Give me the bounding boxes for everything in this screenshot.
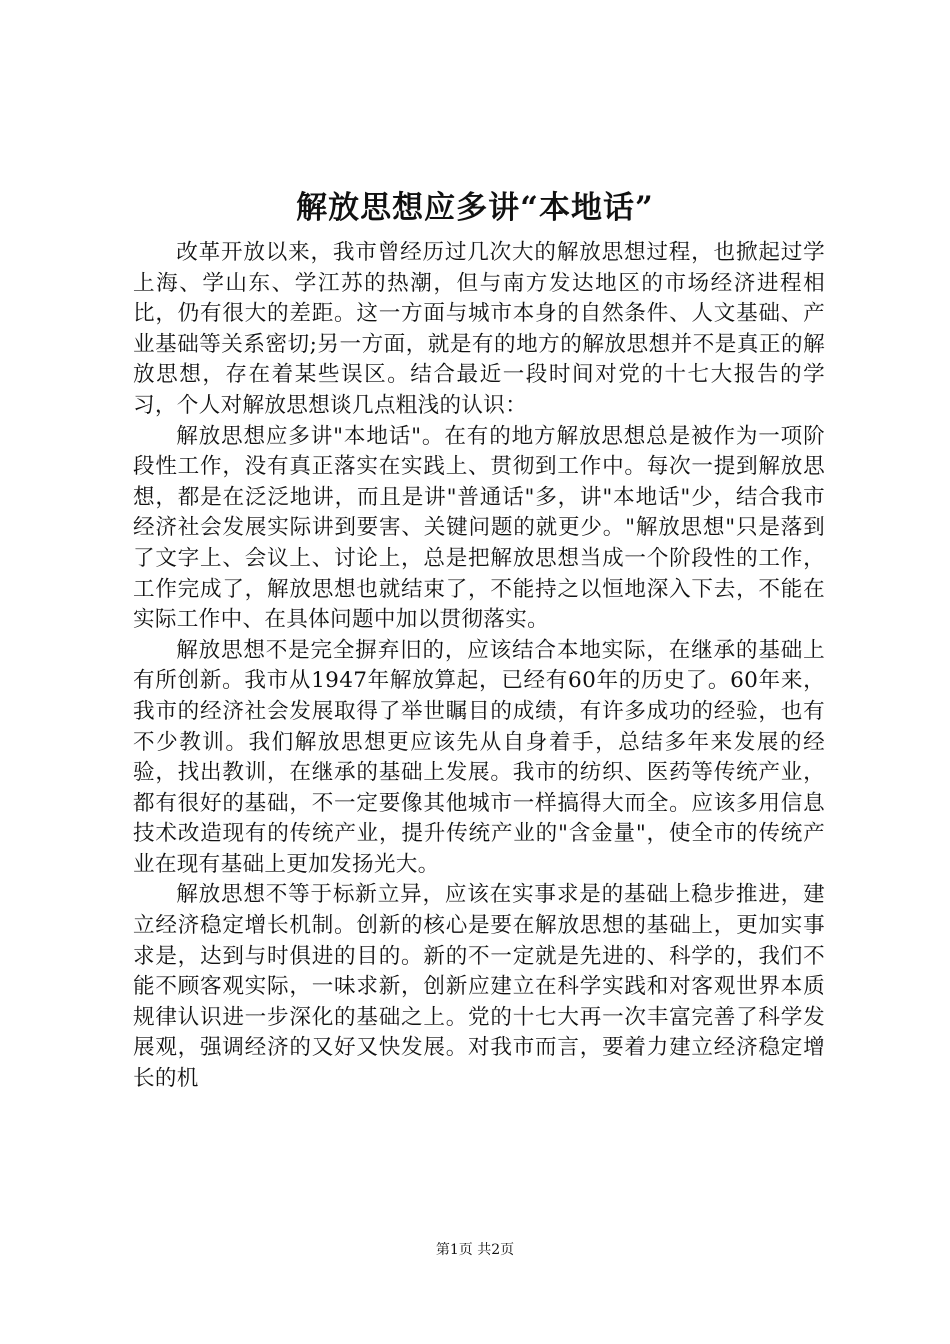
page-number-footer: 第1页 共2页: [435, 1242, 515, 1258]
document-title: 解放思想应多讲“本地话”: [296, 190, 654, 226]
paragraph-4: 解放思想不等于标新立异，应该在实事求是的基础上稳步推进，建立经济稳定增长机制。创新的核心是要在解放思想的基础上，更加实事求是，达到与时俱进的目的。新的不一定就是先进的、科学的，我们不能不顾客观实际，一味求新，创新应建立在科学实践和对客观世界本质规律认识进一步深化的基础之上。党的十七大再一次丰富完善了科学发展观，强调经济的又好又快发展。对我市而言，要着力建立经济稳定增长的机: [133, 882, 825, 1092]
paragraph-2: 解放思想应多讲"本地话"。在有的地方解放思想总是被作为一项阶段性工作，没有真正落实在实践上、贯彻到工作中。每次一提到解放思想，都是在泛泛地讲，而且是讲"普通话"多，讲"本地话"少，结合我市经济社会发展实际讲到要害、关键问题的就更少。"解放思想"只是落到了文字上、会议上、讨论上，总是把解放思想当成一个阶段性的工作，工作完成了，解放思想也就结束了，不能持之以恒地深入下去，不能在实际工作中、在具体问题中加以贯彻落实。: [133, 423, 825, 633]
document-body: [133, 238, 825, 1095]
paragraph-3: 解放思想不是完全摒弃旧的，应该结合本地实际，在继承的基础上有所创新。我市从1947年解放算起，已经有60年的历史了。60年来，我市的经济社会发展取得了举世瞩目的成绩，有许多成功的经验，也有不少教训。我们解放思想更应该先从自身着手，总结多年来发展的经验，找出教训，在继承的基础上发展。我市的纺织、医药等传统产业，都有很好的基础，不一定要像其他城市一样搞得大而全。应该多用信息技术改造现有的传统产业，提升传统产业的"含金量"，使全市的传统产业在现有基础上更加发扬光大。: [133, 637, 825, 877]
paragraph-1: 改革开放以来，我市曾经历过几次大的解放思想过程，也掀起过学上海、学山东、学江苏的热潮，但与南方发达地区的市场经济进程相比，仍有很大的差距。这一方面与城市本身的自然条件、人文基础、产业基础等关系密切;另一方面，就是有的地方的解放思想并不是真正的解放思想，存在着某些误区。结合最近一段时间对党的十七大报告的学习，个人对解放思想谈几点粗浅的认识：: [133, 240, 825, 418]
